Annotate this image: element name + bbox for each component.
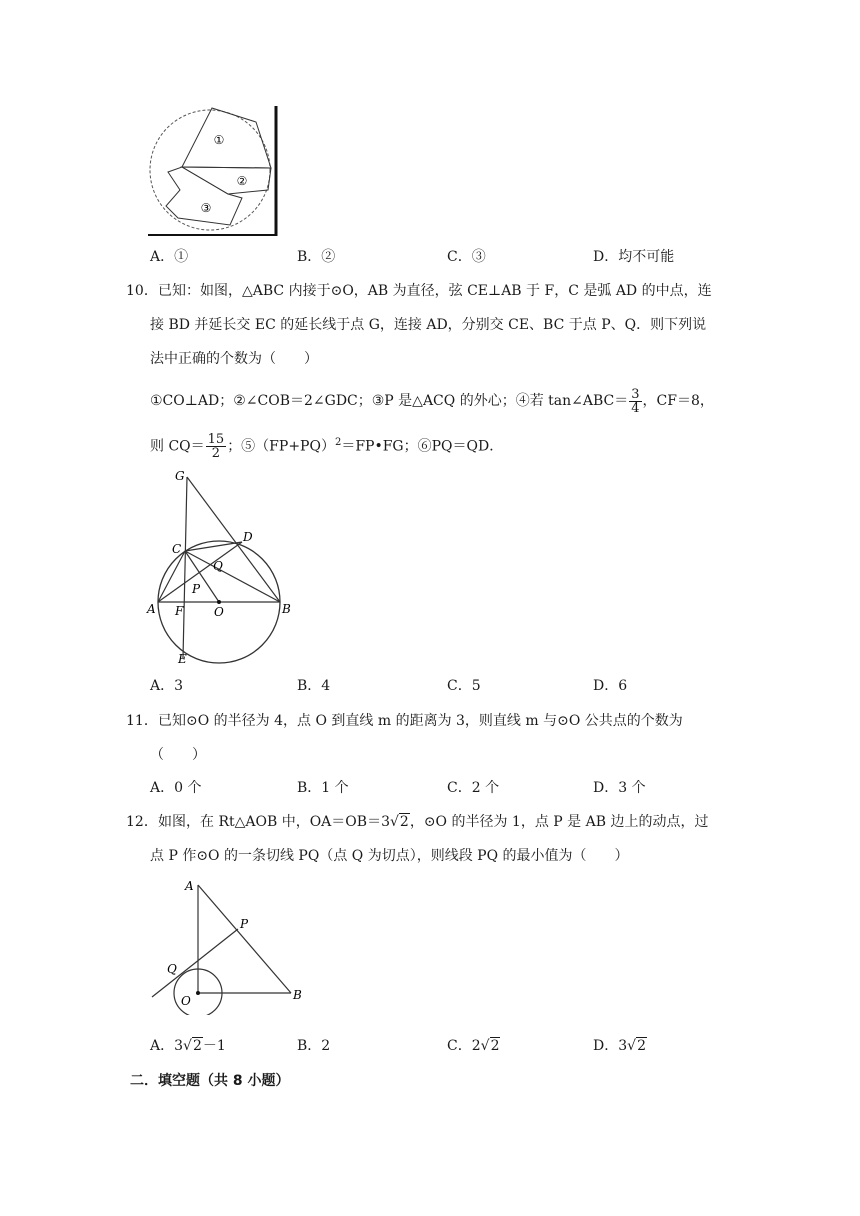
sqrt-symbol: √2 (627, 1038, 646, 1054)
q10-point-o (217, 600, 221, 604)
q10-label-g: G (175, 469, 185, 483)
q11-line-1: 已知⊙O 的半径为 4，点 O 到直线 m 的距离为 3，则直线 m 与⊙O 公共点的个数为 (158, 713, 683, 729)
option-text: 6 (618, 678, 628, 694)
option-letter: A． (150, 1038, 175, 1054)
q11-option-b (297, 778, 349, 798)
q10-figure (145, 465, 295, 665)
fraction-denominator: 4 (631, 400, 640, 416)
option-text: 1 个 (321, 780, 349, 796)
option-pre: 2 (471, 1038, 481, 1054)
q10-option-d (593, 676, 627, 696)
q9-figure (140, 100, 285, 240)
q10-label-d: D (243, 530, 253, 544)
q10-label-e: E (178, 652, 187, 665)
option-text: 0 个 (174, 780, 202, 796)
q9-piece-1 (182, 108, 271, 168)
q10-option-c (447, 676, 481, 696)
q9-option-b (297, 247, 335, 267)
q10-statements-d: ；⑤（FP+PQ） (227, 438, 335, 455)
q12-number: 12． (126, 814, 158, 830)
q10-statements-c: 则 CQ＝ (150, 438, 205, 455)
q11-option-d (593, 778, 646, 798)
q9-option-c (447, 247, 486, 267)
q12-label-a: A (185, 879, 194, 893)
option-letter: B． (297, 780, 322, 796)
q12-tangent-line (152, 929, 238, 997)
q11-option-c (447, 778, 499, 798)
q10-option-b (297, 676, 330, 696)
q12-label-q: Q (167, 962, 177, 976)
q9-label-1: ① (213, 133, 225, 147)
fraction-numerator: 3 (631, 386, 640, 402)
q12-label-o: O (181, 994, 191, 1008)
q10-statements-row-2 (150, 428, 503, 462)
option-text: 3 (174, 678, 184, 694)
option-pre: 2 (321, 1038, 331, 1054)
sqrt-radicand: 2 (192, 1038, 202, 1054)
option-letter: C． (447, 249, 472, 265)
q10-cq-fraction (206, 433, 227, 460)
q9-option-a (150, 247, 188, 267)
q12-option-b (297, 1036, 330, 1056)
option-letter: B． (297, 1038, 322, 1054)
option-letter: B． (297, 678, 322, 694)
option-letter: D． (593, 1038, 619, 1054)
q10-line-3: 法中正确的个数为（ ） (150, 351, 318, 367)
option-letter: B． (297, 249, 322, 265)
option-letter: A． (150, 249, 175, 265)
q10-segment-ca (158, 551, 185, 602)
option-text: ③ (471, 249, 486, 265)
sqrt-symbol: √2 (389, 814, 409, 830)
q10-statements-e: ＝FP•FG；⑥PQ＝QD． (341, 438, 504, 455)
q12-figure (145, 875, 310, 1015)
q9-label-3: ③ (200, 201, 212, 215)
q10-label-p: P (192, 582, 201, 596)
option-letter: C． (447, 678, 472, 694)
q10-label-q: Q (213, 559, 223, 573)
q12-label-p: P (240, 917, 249, 931)
q12-option-a (150, 1036, 226, 1056)
q10-label-f: F (175, 604, 184, 618)
q10-line-2: 接 BD 并延长交 EC 的延长线于点 G，连接 AD，分别交 CE、BC 于点 P、Q．则下列说 (150, 317, 707, 333)
fraction-numerator: 15 (207, 432, 225, 448)
sqrt-symbol: √2 (183, 1038, 202, 1054)
option-text: ① (174, 249, 189, 265)
q10-number: 10． (126, 283, 158, 299)
q10-label-a: A (147, 602, 156, 616)
q10-segment-ge (183, 477, 187, 658)
option-pre: 3 (174, 1038, 184, 1054)
q9-label-2: ② (236, 174, 248, 188)
fraction-denominator: 2 (211, 446, 221, 462)
q10-superscript: 2 (334, 437, 342, 448)
q12-line-1-a: 如图，在 Rt△AOB 中，OA＝OB＝3 (158, 814, 390, 830)
q11-number: 11． (126, 713, 158, 729)
option-text: 2 个 (471, 780, 500, 796)
option-pre: 3 (618, 1038, 628, 1054)
q10-segment-gb (187, 477, 280, 602)
q12-line-2: 点 P 作⊙O 的一条切线 PQ（点 Q 为切点），则线段 PQ 的最小值为（ ） (150, 848, 629, 864)
q10-tan-fraction (629, 388, 641, 415)
option-letter: A． (150, 678, 175, 694)
option-text: 均不可能 (618, 249, 675, 265)
q10-statements-row-1 (150, 386, 714, 416)
q10-statements-b: ，CF＝8， (642, 393, 714, 409)
option-letter: D． (593, 780, 619, 796)
sqrt-radicand: 2 (490, 1038, 500, 1054)
option-post: －1 (202, 1038, 226, 1054)
q12-line-1-b: ，⊙O 的半径为 1，点 P 是 AB 边上的动点，过 (409, 814, 709, 830)
option-letter: A． (150, 780, 175, 796)
q12-line-1 (158, 812, 708, 832)
q10-option-a (150, 676, 183, 696)
q9-piece-3 (166, 167, 242, 225)
q10-line-1: 已知：如图，△ABC 内接于⊙O，AB 为直径，弦 CE⊥AB 于 F，C 是弧 AD 的中点，连 (158, 283, 712, 299)
q9-piece-2 (182, 167, 271, 194)
option-letter: D． (593, 678, 619, 694)
option-text: 5 (471, 678, 481, 694)
q10-label-b: B (282, 602, 291, 616)
q10-statements-a: ①CO⊥AD；②∠COB＝2∠GDC；③P 是△ACQ 的外心；④若 tan∠ABC＝ (150, 393, 629, 409)
option-letter: D． (593, 249, 619, 265)
option-text: 4 (321, 678, 331, 694)
section-2-title: 二．填空题（共 8 小题） (130, 1073, 290, 1089)
option-letter: C． (447, 1038, 472, 1054)
q11-option-a (150, 778, 201, 798)
q12-segment-ab (198, 885, 291, 993)
q12-point-o (196, 991, 200, 995)
option-text: 3 个 (618, 780, 646, 796)
q12-label-b: B (293, 988, 302, 1002)
sqrt-radicand: 2 (399, 814, 409, 830)
q10-label-o: O (214, 605, 224, 619)
q12-option-c (447, 1036, 500, 1056)
option-letter: C． (447, 780, 472, 796)
q10-label-c: C (172, 542, 182, 556)
q9-option-d (593, 247, 674, 267)
q12-option-d (593, 1036, 647, 1056)
sqrt-symbol: √2 (480, 1038, 500, 1054)
q11-line-2: （ ） (150, 747, 206, 763)
sqrt-radicand: 2 (637, 1038, 646, 1054)
option-text: ② (321, 249, 336, 265)
